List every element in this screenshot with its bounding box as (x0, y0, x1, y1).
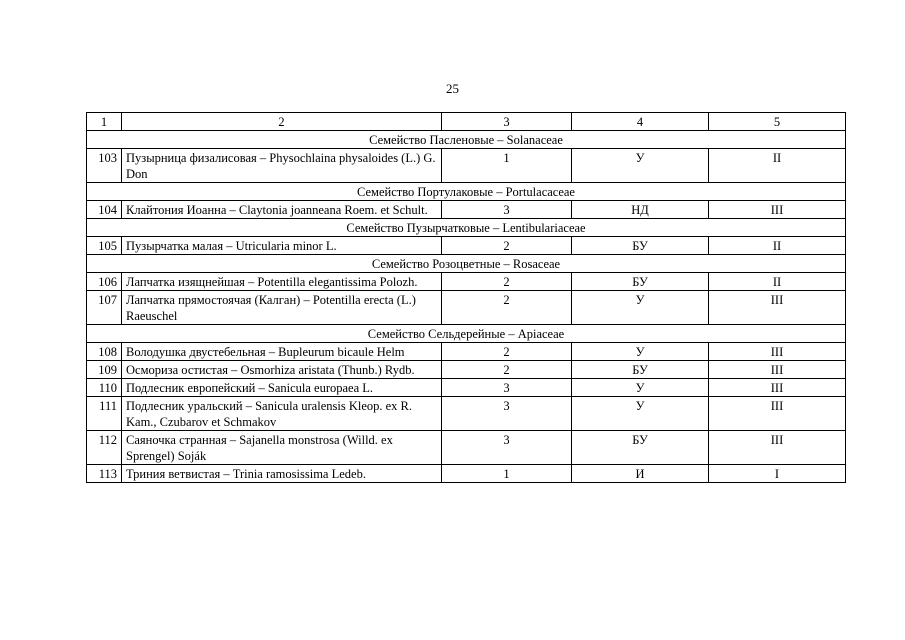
col4-value: НД (572, 201, 709, 219)
family-name: Семейство Розоцветные – Rosaceae (87, 255, 846, 273)
col3-value: 2 (442, 361, 572, 379)
col5-value: I (709, 465, 846, 483)
col4-value: И (572, 465, 709, 483)
family-row (87, 219, 846, 237)
family-name: Семейство Сельдерейные – Apiaceae (87, 325, 846, 343)
col5-value: III (709, 343, 846, 361)
row-number: 107 (87, 291, 122, 325)
table-row (87, 431, 846, 465)
table-row (87, 397, 846, 431)
species-name: Лапчатка изящнейшая – Potentilla elegantissima Polozh. (122, 273, 442, 291)
col5-value: II (709, 237, 846, 255)
family-name: Семейство Пасленовые – Solanaceae (87, 131, 846, 149)
col3-value: 2 (442, 291, 572, 325)
col3-value: 1 (442, 149, 572, 183)
species-name: Триния ветвистая – Trinia ramosissima Ledeb. (122, 465, 442, 483)
table-row (87, 361, 846, 379)
species-name: Володушка двустебельная – Bupleurum bicaule Helm (122, 343, 442, 361)
table-row (87, 149, 846, 183)
header-cell-4: 4 (572, 113, 709, 131)
species-name: Подлесник европейский – Sanicula europaea L. (122, 379, 442, 397)
row-number: 113 (87, 465, 122, 483)
row-number: 110 (87, 379, 122, 397)
species-table (86, 112, 846, 483)
col3-value: 1 (442, 465, 572, 483)
col4-value: У (572, 149, 709, 183)
col5-value: III (709, 397, 846, 431)
col5-value: II (709, 149, 846, 183)
col4-value: БУ (572, 361, 709, 379)
row-number: 108 (87, 343, 122, 361)
col5-value: III (709, 431, 846, 465)
row-number: 112 (87, 431, 122, 465)
family-name: Семейство Портулаковые – Portulacaceae (87, 183, 846, 201)
col5-value: III (709, 201, 846, 219)
header-cell-2: 2 (122, 113, 442, 131)
col5-value: III (709, 291, 846, 325)
col4-value: У (572, 397, 709, 431)
family-name: Семейство Пузырчатковые – Lentibulariaceae (87, 219, 846, 237)
table-row (87, 201, 846, 219)
species-name: Лапчатка прямостоячая (Калган) – Potentilla erecta (L.) Raeuschel (122, 291, 442, 325)
col3-value: 3 (442, 201, 572, 219)
table-row (87, 465, 846, 483)
row-number: 111 (87, 397, 122, 431)
family-row (87, 131, 846, 149)
page-number: 25 (446, 81, 459, 96)
species-name: Подлесник уральский – Sanicula uralensis Kleop. ex R. Kam., Czubarov et Schmakov (122, 397, 442, 431)
row-number: 103 (87, 149, 122, 183)
table-row (87, 273, 846, 291)
header-cell-5: 5 (709, 113, 846, 131)
table-row (87, 343, 846, 361)
col4-value: БУ (572, 431, 709, 465)
col4-value: У (572, 379, 709, 397)
col5-value: III (709, 379, 846, 397)
col3-value: 3 (442, 379, 572, 397)
col5-value: III (709, 361, 846, 379)
species-name: Пузырчатка малая – Utricularia minor L. (122, 237, 442, 255)
row-number: 105 (87, 237, 122, 255)
species-name: Пузырница физалисовая – Physochlaina physaloides (L.) G. Don (122, 149, 442, 183)
col4-value: БУ (572, 237, 709, 255)
table-header-row (87, 113, 846, 131)
table-row (87, 291, 846, 325)
family-row (87, 325, 846, 343)
species-name: Саяночка странная – Sajanella monstrosa (Willd. ex Sprengel) Soják (122, 431, 442, 465)
col3-value: 2 (442, 343, 572, 361)
col3-value: 2 (442, 237, 572, 255)
header-cell-3: 3 (442, 113, 572, 131)
col3-value: 3 (442, 397, 572, 431)
table-row (87, 237, 846, 255)
row-number: 106 (87, 273, 122, 291)
family-row (87, 183, 846, 201)
row-number: 109 (87, 361, 122, 379)
col4-value: У (572, 343, 709, 361)
species-name: Клайтония Иоанна – Claytonia joanneana Roem. et Schult. (122, 201, 442, 219)
col4-value: БУ (572, 273, 709, 291)
col3-value: 3 (442, 431, 572, 465)
row-number: 104 (87, 201, 122, 219)
col4-value: У (572, 291, 709, 325)
table-row (87, 379, 846, 397)
col5-value: II (709, 273, 846, 291)
family-row (87, 255, 846, 273)
header-cell-1: 1 (87, 113, 122, 131)
table-body (87, 113, 846, 483)
col3-value: 2 (442, 273, 572, 291)
species-name: Осмориза остистая – Osmorhiza aristata (Thunb.) Rydb. (122, 361, 442, 379)
